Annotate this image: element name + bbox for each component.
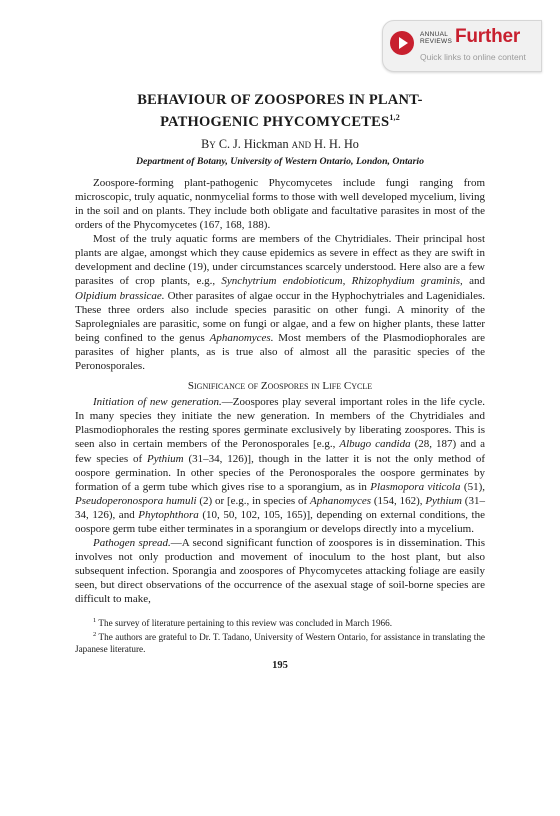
- page-number: 195: [272, 659, 288, 671]
- quick-links-text: Quick links to online content: [420, 52, 526, 62]
- affiliation: Department of Botany, University of Western Ontario, London, Ontario: [135, 155, 425, 167]
- author-line: By C. J. Hickman and H. H. Ho: [201, 136, 359, 151]
- further-label: Further: [455, 26, 521, 47]
- paragraph-initiation: Initiation of new generation.—Zoospores play several important roles in the life cycle. In many species they initiate the new generation. In members of the Chytridiales and Plasmodiophorales the resting spores germinate exclusively by liberating zoospores. This is seen also in certain members of the Peronosporales [e.g., Albugo candida (28, 187) and a few species of Pythium (31–34, 126)], though in the latter it is not the only method of oospore germination. In other species of the Peronosporales the oospore germinates by formation of a germ tube which gives rise to a sporangium, as in Plasmopora viticola (51), Pseudoperonospora humuli (2) or [e.g., in species of Aphanomyces (154, 162), Pythium (31–34, 126), and Phytophthora (10, 50, 102, 105, 165)], depending on external conditions, the oospore germ tube either terminates in a sporangium or develops directly into a mycelium.: [75, 396, 485, 535]
- paragraph-intro: Zoospore-forming plant-pathogenic Phycomycetes include fungi ranging from microscopic, truly aquatic, nonmycelial forms to those with well developed mycelium, living in the soil and on plants. They include both obligate and facultative parasites in most of the orders of the Phycomycetes (167, 168, 188).: [75, 176, 485, 232]
- footnote-1: $^1$ The survey of literature pertaining to this review was concluded in March 1966.: [93, 616, 393, 628]
- footnote-2: $^2$ The authors are grateful to Dr. T. Tadano, University of Western Ontario, for assistance in translating the Japanese literature.: [75, 630, 485, 654]
- article-page: [75, 92, 485, 671]
- paragraph-pathogen-spread: Pathogen spread.—A second significant function of zoospores is in dissemination. This involves not only production and movement of inoculum to the host plant, but also subsequent infection. Sporangia and zoospores of Phycomycetes attacking foliage are easily seen, but direct observations of the occurrence of the asexual stage of soil-borne species are difficult to make,: [75, 537, 485, 606]
- further-banner[interactable]: [382, 20, 542, 72]
- section-heading: Significance of Zoospores in Life Cycle: [187, 380, 373, 393]
- annual-reviews-logo: ANNUAL REVIEWS: [420, 31, 453, 45]
- article-title: BEHAVIOUR OF ZOOSPORES IN PLANT- PATHOGENIC PHYCOMYCETES$^{1,2}$: [137, 92, 423, 130]
- paragraph-chytridiales: Most of the truly aquatic forms are members of the Chytridiales. Their principal host plants are algae, amongst which they cause epidemics as severe in effect as they are swift in development and decline (19), under circumstances scarcely understood. Here also are a few parasites of crop plants, e.g., Synchytrium endobioticum, Rhizophydium graminis, and Olpidium brassicae. Other parasites of algae occur in the Hyphochytriales and Lagenidiales. These three orders also include species parasitic on other fungi. A minority of the Saprolegniales are parasitic, some on fungi or algae, and a few on higher plants, these latter being confined to the genus Aphanomyces. Most members of the Plasmodiophorales are parasites of higher plants, as is true also of almost all the parasitic species of the Peronosporales.: [75, 233, 485, 373]
- play-icon: [390, 31, 414, 55]
- footnotes: [75, 615, 485, 655]
